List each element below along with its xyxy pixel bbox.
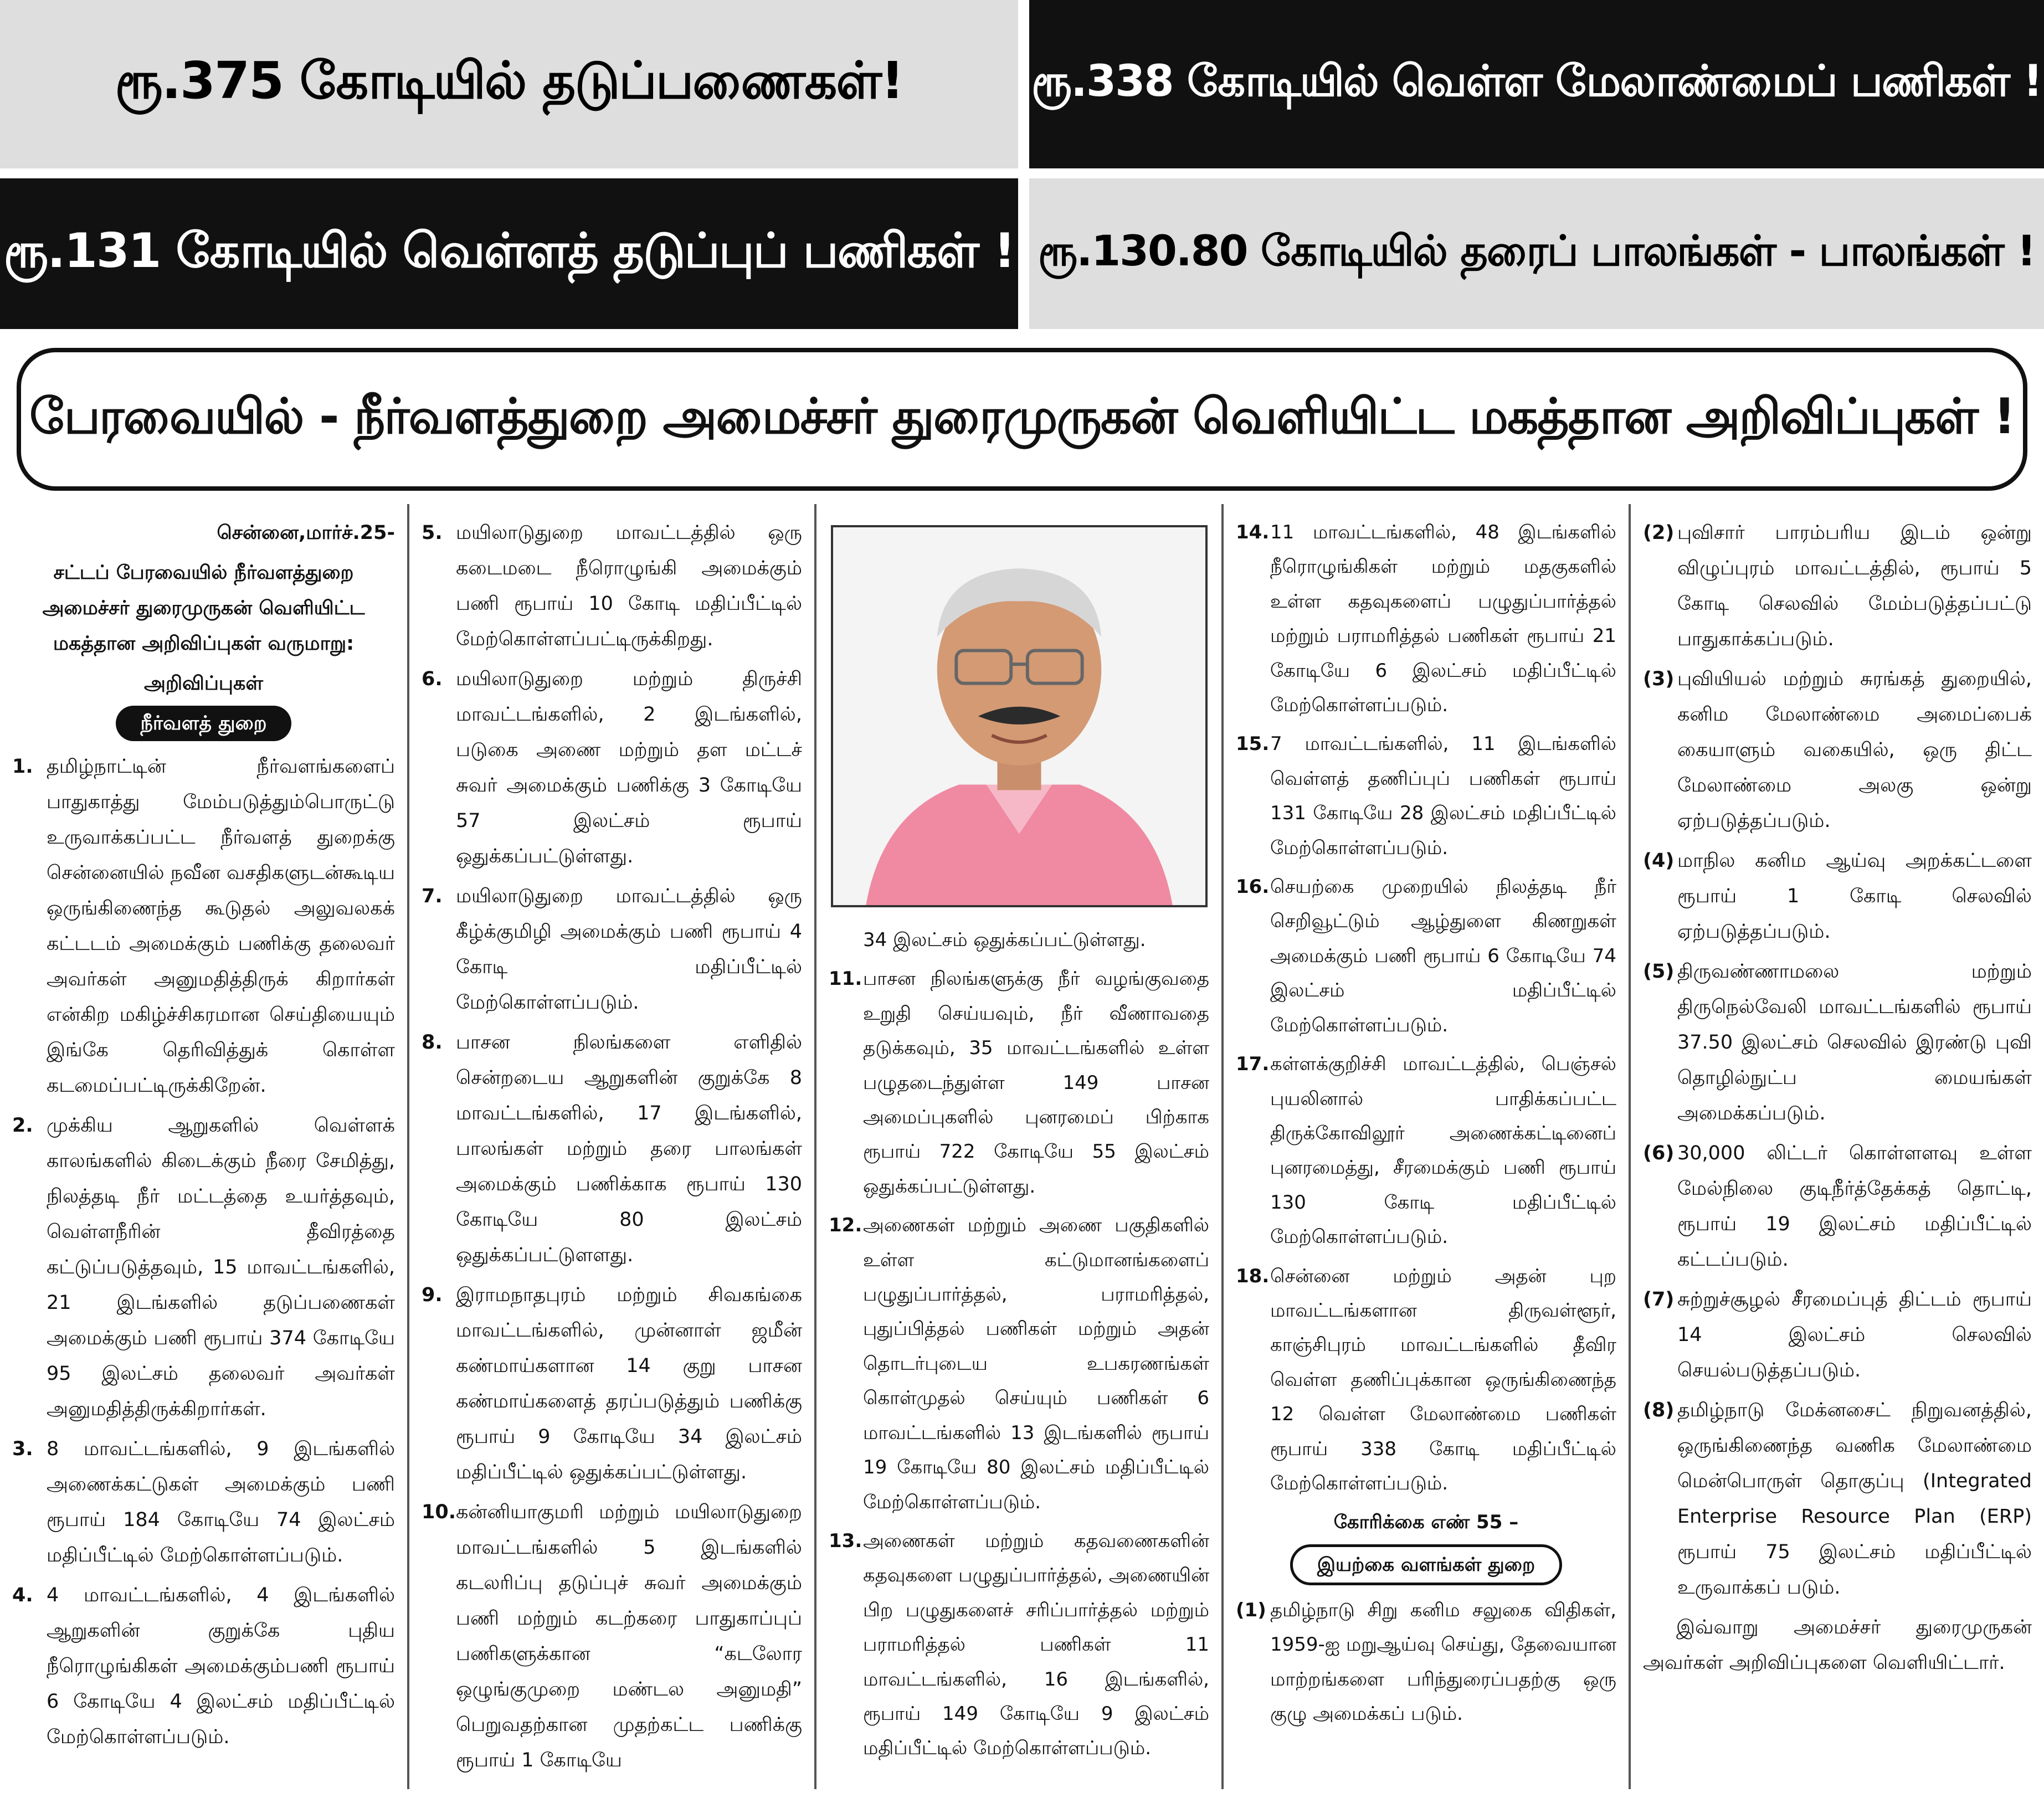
announcement-item: 16.செயற்கை முறையில் நிலத்தடி நீர் செறிவூட்டும் ஆழ்துளை கிணறுகள் அமைக்கும் பணி ரூபாய் 6 கோடியே 74 இலட்சம் மதிப்பீட்டில் மேற்கொள்ளப்படும். bbox=[1236, 876, 1616, 1036]
announcement-item: 11.பாசன நிலங்களுக்கு நீர் வழங்குவதை உறுதி செய்யவும், நீர் வீணாவதை தடுக்கவும், 35 மாவட்டங்களில் உள்ள பழுதடைந்துள்ள 149 பாசன அமைப்புகளில் புனரமைப் பிற்காக ரூபாய் 722 கோடியே 55 இலட்சம் ஒதுக்கப்பட்டுள்ளது. bbox=[829, 968, 1209, 1198]
continued-text: 34 இலட்சம் ஒதுக்கப்பட்டுள்ளது. bbox=[863, 929, 1146, 951]
announcement-item: 7. மயிலாடுதுறை மாவட்டத்தில் ஒரு கீழ்க்குமிழி அமைக்கும் பணி ரூபாய் 4 கோடி மதிப்பீட்டில் மேற்கொள்ளப்படும். bbox=[422, 885, 802, 1014]
closing-paragraph: இவ்வாறு அமைச்சர் துரைமுருகன் அவர்கள் அறிவிப்புகளை வெளியிட்டார். bbox=[1643, 1616, 2032, 1674]
dateline: சென்னை,மார்ச்.25- bbox=[217, 522, 395, 544]
article-column-5 bbox=[1631, 510, 2044, 1784]
announcement-item: 13.அணைகள் மற்றும் கதவணைகளின் கதவுகளை பழுதுப்பார்த்தல், அணையின் பிற பழுதுகளைச் சரிப்பார்த்தல் மற்றும் பராமரித்தல் பணிகள் 11 மாவட்டங்களில், 16 இடங்களில், ரூபாய் 149 கோடியே 9 இலட்சம் மதிப்பீட்டில் மேற்கொள்ளப்படும். bbox=[829, 1529, 1209, 1760]
headline-bridges: ரூ.130.80 கோடியில் தரைப் பாலங்கள் - பாலங்கள் ! bbox=[1029, 178, 2044, 329]
announcement-item: 12.அணைகள் மற்றும் அணை பகுதிகளில் உள்ள கட்டுமானங்களைப் பழுதுப்பார்த்தல், பராமரித்தல், புதுப்பித்தல் பணிகள் மற்றும் அதன் தொடர்புடைய உபகரணங்கள் கொள்முதல் செய்யும் பணிகள் 6 மாவட்டங்களில் 13 இடங்களில் ரூபாய் 19 கோடியே 80 இலட்சம் மதிப்பீட்டில் மேற்கொள்ளப்படும். bbox=[829, 1214, 1209, 1513]
article-column-2 bbox=[409, 510, 814, 1784]
announcement-item: (6) 30,000 லிட்டர் கொள்ளளவு உள்ள மேல்நிலை குடிநீர்த்தேக்கத் தொட்டி, ரூபாய் 19 இலட்சம் மதிப்பீட்டில் கட்டப்படும். bbox=[1643, 1142, 2032, 1271]
announcement-list bbox=[12, 749, 395, 1755]
announcement-item: 5. மயிலாடுதுறை மாவட்டத்தில் ஒரு கடைமடை நீரொழுங்கி அமைக்கும் பணி ரூபாய் 10 கோடி மதிப்பீட்டில் மேற்கொள்ளப்பட்டிருக்கிறது. bbox=[422, 522, 802, 650]
announcement-item: 8. பாசன நிலங்களை எளிதில் சென்றடைய ஆறுகளின் குறுக்கே 8 மாவட்டங்களில், 17 இடங்களில், பாலங்கள் மற்றும் தரை பாலங்கள் அமைக்கும் பணிக்காக ரூபாய் 130 கோடியே 80 இலட்சம் ஒதுக்கப்பட்டுளளது. bbox=[422, 1031, 802, 1266]
announcement-item: 6. மயிலாடுதுறை மற்றும் திருச்சி மாவட்டங்களில், 2 இடங்களில், படுகை அணை மற்றும் தள மட்டச் சுவர் அமைக்கும் பணிக்கு 3 கோடியே 57 இலட்சம் ரூபாய் ஒதுக்கப்பட்டுள்ளது. bbox=[422, 668, 802, 867]
headline-flood-prevention: ரூ.131 கோடியில் வெள்ளத் தடுப்புப் பணிகள் ! bbox=[0, 178, 1018, 329]
minister-portrait-photo bbox=[831, 525, 1208, 907]
announcement-item: (1) தமிழ்நாடு சிறு கனிம சலுகை விதிகள், 1959-ஐ மறுஆய்வு செய்து, தேவையான மாற்றங்களை பரிந்துரைப்பதற்கு ஒரு குழு அமைக்கப் படும். bbox=[1236, 1599, 1616, 1725]
announcement-item: 4. 4 மாவட்டங்களில், 4 இடங்களில் ஆறுகளின் குறுக்கே புதிய நீரொழுங்கிகள் அமைக்கும்பணி ரூபாய் 6 கோடியே 4 இலட்சம் மதிப்பீட்டில் மேற்கொள்ளப்படும். bbox=[12, 1584, 395, 1748]
announcement-item: (4) மாநில கனிம ஆய்வு அறக்கட்டளை ரூபாய் 1 கோடி செலவில் ஏற்படுத்தப்படும். bbox=[1643, 850, 2032, 943]
department-label-water-resources: நீர்வளத் துறை bbox=[116, 706, 291, 741]
article-column-4 bbox=[1224, 510, 1629, 1784]
headline-flood-management: ரூ.338 கோடியில் வெள்ள மேலாண்மைப் பணிகள் ! bbox=[1029, 0, 2044, 168]
intro-paragraph: சட்டப் பேரவையில் நீர்வளத்துறை அமைச்சர் துரைமுருகன் வெளியிட்ட மகத்தான அறிவிப்புகள் வருமாறு: bbox=[42, 562, 365, 655]
announcement-item: 15.7 மாவட்டங்களில், 11 இடங்களில் வெள்ளத் தணிப்புப் பணிகள் ரூபாய் 131 கோடியே 28 இலட்சம் மதிப்பீட்டில் மேற்கொள்ளப்படும். bbox=[1236, 733, 1616, 859]
portrait-photo-icon bbox=[833, 527, 1205, 905]
department-label-natural-resources: இயற்கை வளங்கள் துறை bbox=[1290, 1544, 1562, 1585]
announcement-item: (3) புவியியல் மற்றும் சுரங்கத் துறையில், கனிம மேலாண்மை அமைப்பைக் கையாளும் வகையில், ஒரு திட்ட மேலாண்மை அலகு ஒன்று ஏற்படுத்தப்படும். bbox=[1643, 668, 2032, 832]
announcement-item: (8) தமிழ்நாடு மேக்னசைட் நிறுவனத்தில், ஒருங்கிணைந்த வணிக மேலாண்மை மென்பொருள் தொகுப்பு (Integrated Enterprise Resource Plan (ERP) ரூபாய் 75 இலட்சம் மதிப்பீட்டில் உருவாக்கப் படும். bbox=[1643, 1399, 2032, 1599]
headline-check-dams: ரூ.375 கோடியில் தடுப்பணைகள்! bbox=[0, 0, 1018, 168]
demand-number-heading: கோரிக்கை எண் 55 – bbox=[1333, 1511, 1519, 1534]
announcement-item: 10.கன்னியாகுமரி மற்றும் மயிலாடுதுறை மாவட்டங்களில் 5 இடங்களில் கடலரிப்பு தடுப்புச் சுவர் அமைக்கும் பணி மற்றும் கடற்கரை பாதுகாப்புப் பணிகளுக்கான “கடலோர ஒழுங்குமுறை மண்டல அனுமதி” பெறுவதற்கான முதற்கட்ட பணிக்கு ரூபாய் 1 கோடியே bbox=[422, 1501, 802, 1771]
announcement-item: 9. இராமநாதபுரம் மற்றும் சிவகங்கை மாவட்டங்களில், முன்னாள் ஜமீன் கண்மாய்களான 14 குறு பாசன கண்மாய்களைத் தரப்படுத்தும் பணிக்கு ரூபாய் 9 கோடியே 34 இலட்சம் மதிப்பீட்டில் ஒதுக்கப்பட்டுள்ளது. bbox=[422, 1284, 802, 1483]
announcement-item: 18.சென்னை மற்றும் அதன் புற மாவட்டங்களான திருவள்ளூர், காஞ்சிபுரம் மாவட்டங்களில் தீவிர வெள்ள தணிப்புக்கான ஒருங்கிணைந்த 12 வெள்ள மேலாண்மை பணிகள் ரூபாய் 338 கோடி மதிப்பீட்டில் மேற்கொள்ளப்படும். bbox=[1236, 1265, 1616, 1494]
article-column-3 bbox=[816, 510, 1221, 1784]
main-banner-headline: பேரவையில் - நீர்வளத்துறை அமைச்சர் துரைமுருகன் வெளியிட்ட மகத்தான அறிவிப்புகள் ! bbox=[17, 348, 2027, 491]
subhead-announcements: அறிவிப்புகள் bbox=[144, 672, 263, 695]
announcement-item: 14.11 மாவட்டங்களில், 48 இடங்களில் நீரொழுங்கிகள் மற்றும் மதகுகளில் உள்ள கதவுகளைப் பழுதுப்பார்த்தல் மற்றும் பராமரித்தல் பணிகள் ரூபாய் 21 கோடியே 6 இலட்சம் மதிப்பீட்டில் மேற்கொள்ளப்படும். bbox=[1236, 521, 1616, 717]
announcement-item: (2) புவிசார் பாரம்பரிய இடம் ஒன்று விழுப்புரம் மாவட்டத்தில், ரூபாய் 5 கோடி செலவில் மேம்படுத்தப்பட்டு பாதுகாக்கப்படும். bbox=[1643, 522, 2032, 650]
announcement-item: 3. 8 மாவட்டங்களில், 9 இடங்களில் அணைக்கட்டுகள் அமைக்கும் பணி ரூபாய் 184 கோடியே 74 இலட்சம் மதிப்பீட்டில் மேற்கொள்ளப்படும். bbox=[12, 1438, 395, 1566]
announcement-item: 17.கள்ளக்குறிச்சி மாவட்டத்தில், பெஞ்சல் புயலினால் பாதிக்கப்பட்ட திருக்கோவிலூர் அணைக்கட்டினைப் புனரமைத்து, சீரமைக்கும் பணி ரூபாய் 130 கோடி மதிப்பீட்டில் மேற்கொள்ளப்படும். bbox=[1236, 1053, 1616, 1249]
announcement-item: 1. தமிழ்நாட்டின் நீர்வளங்களைப் பாதுகாத்து மேம்படுத்தும்பொருட்டு உருவாக்கப்பட்ட நீர்வளத் துறைக்கு சென்னையில் நவீன வசதிகளுடன்கூடிய ஒருங்கிணைந்த கூடுதல் அலுவலகக் கட்டடம் அமைக்கும் பணிக்கு தலைவர் அவர்கள் அனுமதித்திருக் கிறார்கள் என்கிற மகிழ்ச்சிகரமான செய்தியையும் இங்கே தெரிவித்துக் கொள்ள கடமைப்பட்டிருக்கிறேன். bbox=[12, 756, 395, 1097]
announcement-item: (5) திருவண்ணாமலை மற்றும் திருநெல்வேலி மாவட்டங்களில் ரூபாய் 37.50 இலட்சம் செலவில் இரண்டு புவி தொழில்நுட்ப மையங்கள் அமைக்கப்படும். bbox=[1643, 960, 2032, 1124]
announcement-item: (7) சுற்றுச்சூழல் சீரமைப்புத் திட்டம் ரூபாய் 14 இலட்சம் செலவில் செயல்படுத்தப்படும். bbox=[1643, 1288, 2032, 1381]
article-column-1 bbox=[0, 510, 407, 1784]
announcement-item: 2. முக்கிய ஆறுகளில் வெள்ளக் காலங்களில் கிடைக்கும் நீரை சேமித்து, நிலத்தடி நீர் மட்டத்தை உயர்த்தவும், வெள்ளநீரின் தீவிரத்தை கட்டுப்படுத்தவும், 15 மாவட்டங்களில், 21 இடங்களில் தடுப்பணைகள் அமைக்கும் பணி ரூபாய் 374 கோடியே 95 இலட்சம் தலைவர் அவர்கள் அனுமதித்திருக்கிறார்கள். bbox=[12, 1114, 395, 1420]
